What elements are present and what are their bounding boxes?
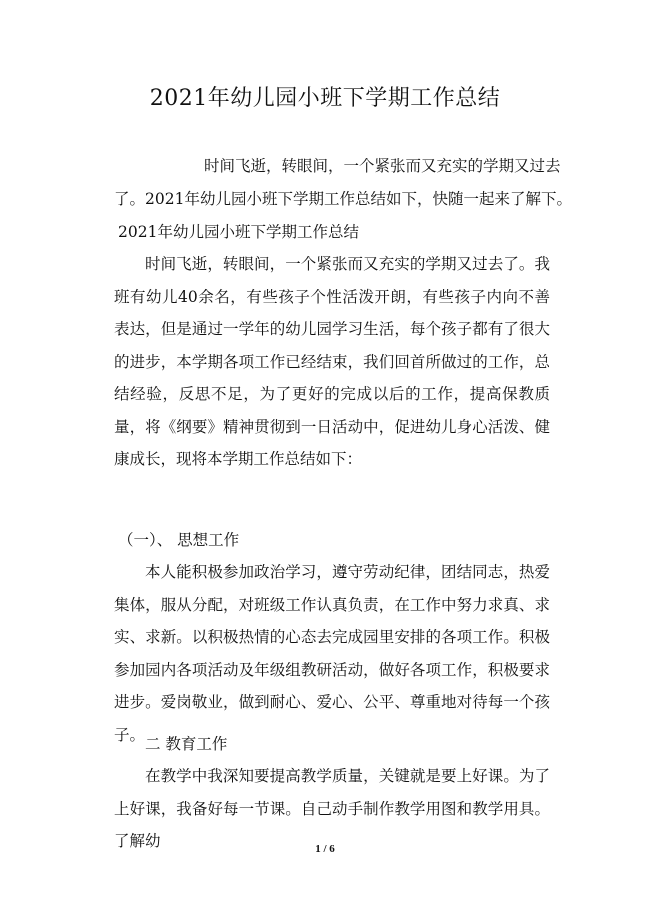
intro-line-2: 了。2021年幼儿园小班下学期工作总结如下，快随一起来了解下。	[114, 189, 572, 208]
page-number: 1 / 6	[315, 843, 335, 855]
section-heading-thought-work: （一）、 思想工作	[118, 531, 240, 549]
document-title: 2021年幼儿园小班下学期工作总结	[149, 86, 501, 111]
intro-line-1: 时间飞逝，转眼间，一个紧张而又充实的学期又过去	[204, 157, 561, 175]
education-work-paragraph: 在教学中我深知要提高教学质量，关键就是要上好课。为了上好课，我备好每一节课。自己动手制作教学用图和教学用具。了解幼	[114, 767, 550, 850]
document-subtitle: 2021年幼儿园小班下学期工作总结	[118, 223, 359, 241]
summary-paragraph: 时间飞逝，转眼间，一个紧张而又充实的学期又过去了。我班有幼儿40余名，有些孩子个性活泼开朗，有些孩子内向不善表达，但是通过一学年的幼儿园学习生活，每个孩子都有了很大的进步，本学期各项工作已经结束，我们回首所做过的工作，总结经验，反思不足，为了更好的完成以后的工作，提高保教质量，将《纲要》精神贯彻到一日活动中，促进幼儿身心活泼、健康成长，现将本学期工作总结如下：	[114, 255, 550, 468]
intro-paragraph	[114, 150, 572, 215]
thought-work-paragraph: 本人能积极参加政治学习，遵守劳动纪律，团结同志，热爱集体，服从分配，对班级工作认真负责，在工作中努力求真、求实、求新。以积极热情的心态去完成园里安排的各项工作。积极参加园内各项活动及年级组教研活动，做好各项工作，积极要求进步。爱岗敬业，做到耐心、爱心、公平、尊重地对待每一个孩子。	[114, 563, 550, 744]
section-heading-education-work: 二 教育工作	[145, 735, 228, 753]
